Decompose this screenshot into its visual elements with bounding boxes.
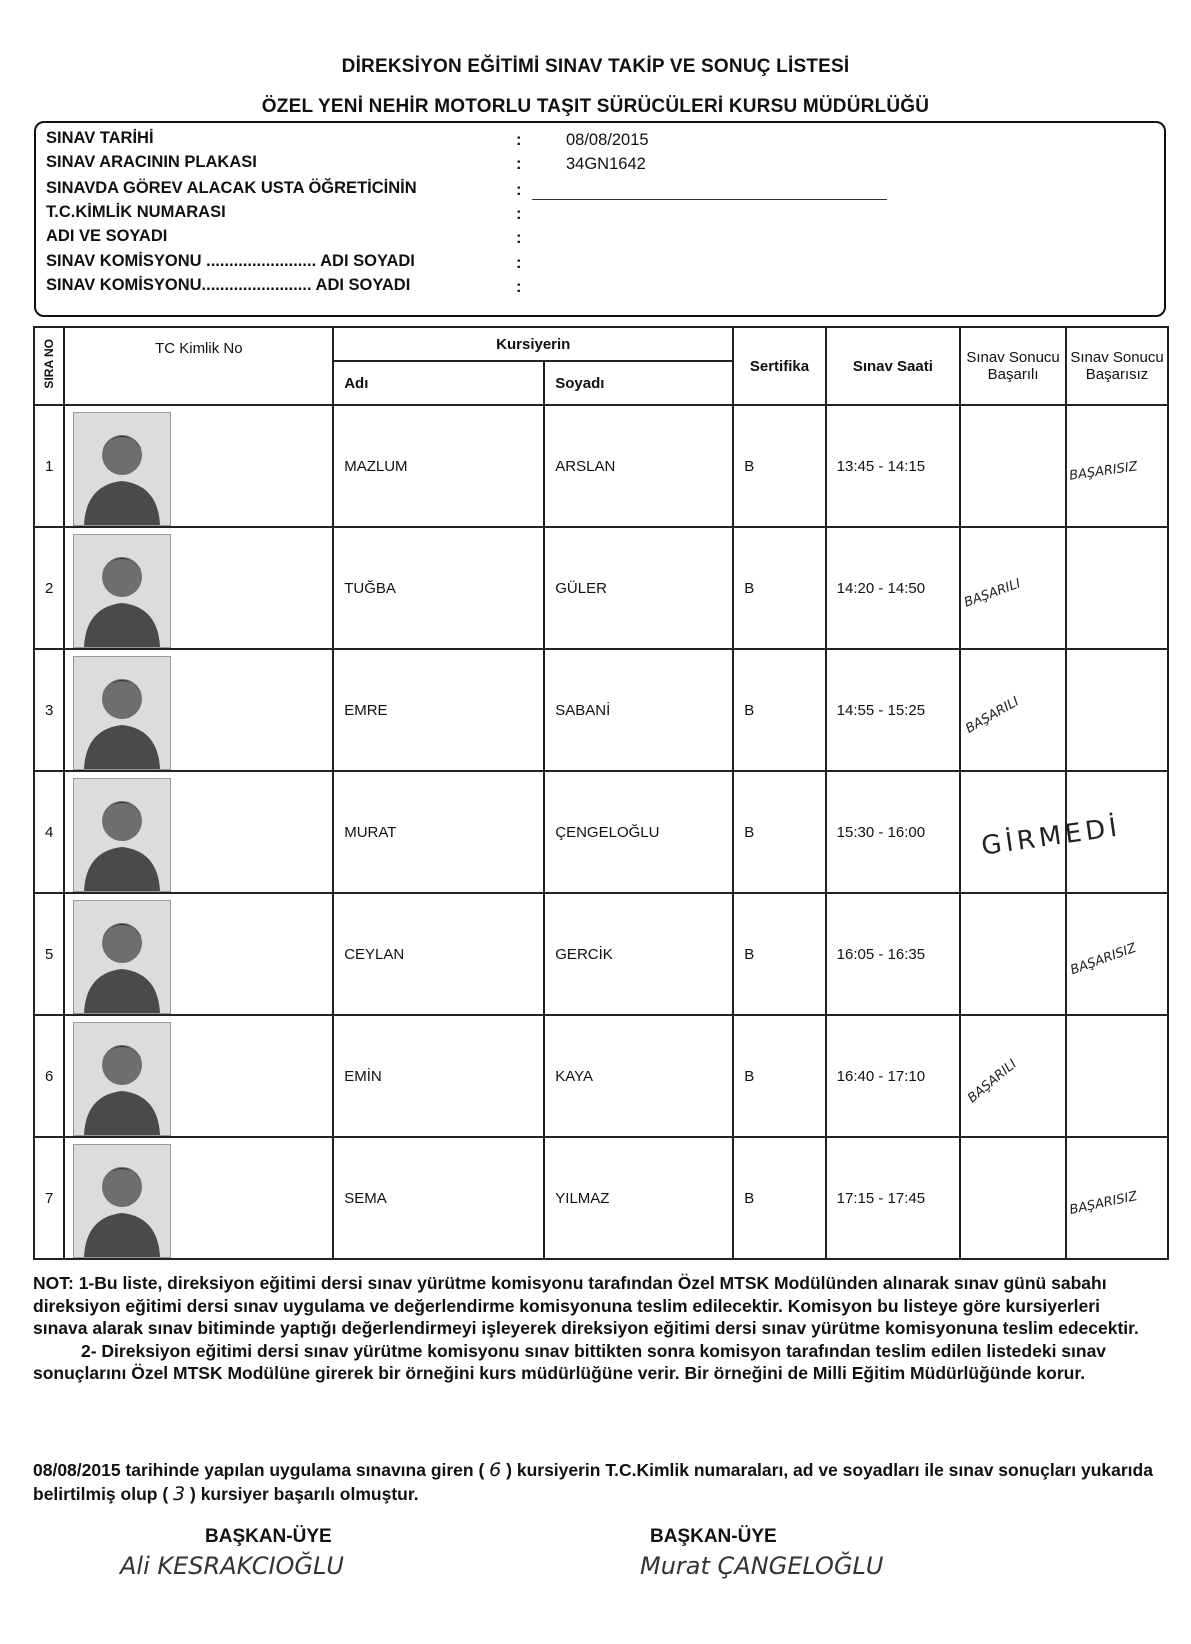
result-failed-cell [1066,893,1168,1015]
student-first-name: MAZLUM [333,405,544,527]
header-sira: SIRA NO [34,327,64,405]
table-row [34,405,1168,527]
right-signature-title: BAŞKAN-ÜYE [650,1526,777,1547]
student-photo [73,900,171,1014]
exam-date-label: SINAV TARİHİ [46,129,154,147]
handwritten-result: BAŞARISIZ [1068,1189,1139,1218]
exam-time: 17:15 - 17:45 [826,1137,960,1259]
right-signature: Murat ÇANGELOĞLU [640,1552,884,1580]
student-first-name: EMİN [333,1015,544,1137]
row-number: 4 [34,771,64,893]
header-kursiyer: Kursiyerin [333,327,733,361]
student-first-name: TUĞBA [333,527,544,649]
header-saat: Sınav Saati [826,327,960,405]
student-photo [73,778,171,892]
exam-time: 13:45 - 14:15 [826,405,960,527]
portrait-icon [74,413,170,525]
certificate-class: B [733,405,825,527]
colon: : [516,205,522,223]
student-last-name: ÇENGELOĞLU [544,771,733,893]
tc-label: T.C.KİMLİK NUMARASI [46,203,226,221]
handwritten-result: BAŞARILI [963,694,1022,737]
certificate-class: B [733,1137,825,1259]
header-adi: Adı [333,361,544,405]
table-row [34,771,1168,893]
tc-photo-cell [64,1015,333,1137]
row-number: 7 [34,1137,64,1259]
result-failed-cell [1066,649,1168,771]
row-number: 6 [34,1015,64,1137]
student-photo [73,1144,171,1258]
student-first-name: EMRE [333,649,544,771]
result-passed-cell [960,771,1123,893]
portrait-icon [74,901,170,1013]
result-passed-cell [960,1137,1066,1259]
summary-text [33,1458,1153,1506]
notes-section [33,1272,1153,1385]
note-1: NOT: 1-Bu liste, direksiyon eğitimi dersi sınav yürütme komisyonu tarafından Özel MTSK Modülünden alınarak sınav günü sabahı direksiyon eğitimi dersi sınav uygulama ve değerlendirme komisyonuna teslim edilecektir. Komisyon bu listeye göre kursiyerleri sınava alarak sınav bitiminde yaptığı değerlendirmeyi işleyerek direksiyon eğitimi dersi sınav yürütme komisyonuna teslim edecektir. [33,1273,1139,1338]
table-row [34,527,1168,649]
handwritten-result: GİRMEDİ [979,812,1123,862]
tc-photo-cell [64,771,333,893]
certificate-class: B [733,649,825,771]
left-signature-title: BAŞKAN-ÜYE [205,1526,332,1547]
note-2: 2- Direksiyon eğitimi dersi sınav yürütme komisyonu sınav bittikten sonra komisyon tarafından teslim edilen listedeki sınav sonuçlarını Özel MTSK Modülüne girerek bir örneğini kurs müdürlüğüne verir. Bir örneğini de Milli Eğitim Müdürlüğünde korur. [33,1340,1107,1383]
handwritten-result: BAŞARILI [965,1056,1020,1107]
document-subtitle: ÖZEL YENİ NEHİR MOTORLU TAŞIT SÜRÜCÜLERİ KURSU MÜDÜRLÜĞÜ [261,96,930,117]
portrait-icon [74,657,170,769]
certificate-class: B [733,771,825,893]
student-last-name: KAYA [544,1015,733,1137]
plate-label: SINAV ARACININ PLAKASI [46,153,257,171]
student-first-name: MURAT [333,771,544,893]
result-failed-cell [1066,771,1168,893]
left-signature: Ali KESRAKCIOĞLU [120,1552,344,1580]
table-row [34,893,1168,1015]
table-row [34,1015,1168,1137]
students-table [33,326,1169,1260]
exam-time: 16:40 - 17:10 [826,1015,960,1137]
table-row [34,649,1168,771]
instructor-label: SINAVDA GÖREV ALACAK USTA ÖĞRETİCİNİN [46,179,417,197]
portrait-icon [74,535,170,647]
student-first-name: SEMA [333,1137,544,1259]
colon: : [516,131,522,149]
certificate-class: B [733,527,825,649]
result-passed-cell [960,1015,1066,1137]
result-passed-cell [960,893,1066,1015]
document-title: DİREKSİYON EĞİTİMİ SINAV TAKİP VE SONUÇ LİSTESİ [341,56,850,77]
row-number: 1 [34,405,64,527]
certificate-class: B [733,893,825,1015]
student-last-name: GÜLER [544,527,733,649]
result-passed-cell [960,405,1066,527]
tc-photo-cell [64,649,333,771]
colon: : [516,155,522,173]
handwritten-count-passed: 3 [173,1483,186,1505]
student-last-name: GERCİK [544,893,733,1015]
student-photo [73,656,171,770]
header-basarisiz: Sınav Sonucu Başarısız [1066,327,1168,405]
commission2-label: SINAV KOMİSYONU........................ ADI SOYADI [46,276,411,294]
colon: : [516,254,522,272]
result-failed-cell [1066,1137,1168,1259]
result-passed-cell [960,649,1066,771]
plate-value: 34GN1642 [566,155,646,173]
student-photo [73,1022,171,1136]
handwritten-result: BAŞARISIZ [1068,459,1139,484]
table-row [34,1137,1168,1259]
row-number: 2 [34,527,64,649]
colon: : [516,181,522,199]
student-last-name: YILMAZ [544,1137,733,1259]
exam-date-value: 08/08/2015 [566,131,649,149]
portrait-icon [74,1023,170,1135]
redaction-line [532,199,887,200]
portrait-icon [74,779,170,891]
tc-photo-cell [64,1137,333,1259]
row-number: 5 [34,893,64,1015]
exam-info-box [34,121,1166,317]
exam-time: 14:20 - 14:50 [826,527,960,649]
result-passed-cell [960,527,1066,649]
handwritten-result: BAŞARISIZ [1068,940,1139,979]
commission1-label: SINAV KOMİSYONU ........................ ADI SOYADI [46,252,415,270]
exam-time: 16:05 - 16:35 [826,893,960,1015]
colon: : [516,278,522,296]
summary-part3: ) kursiyer başarılı olmuştur. [190,1484,419,1504]
row-number: 3 [34,649,64,771]
handwritten-count-entered: 6 [489,1459,502,1481]
result-failed-cell [1066,527,1168,649]
certificate-class: B [733,1015,825,1137]
header-soyadi: Soyadı [544,361,733,405]
student-photo [73,534,171,648]
exam-time: 14:55 - 15:25 [826,649,960,771]
student-last-name: SABANİ [544,649,733,771]
summary-part2: ) kursiyerin T.C.Kimlik numaraları, ad ve soyadları ile sınav sonuçları yukarıda belirtilmiş olup ( [33,1460,1153,1504]
portrait-icon [74,1145,170,1257]
colon: : [516,229,522,247]
header-sertifika: Sertifika [733,327,825,405]
student-first-name: CEYLAN [333,893,544,1015]
handwritten-result: BAŞARILI [962,576,1023,611]
header-basarili: Sınav Sonucu Başarılı [960,327,1066,405]
name-label: ADI VE SOYADI [46,227,168,245]
tc-photo-cell [64,527,333,649]
header-tc: TC Kimlik No [64,327,333,405]
student-photo [73,412,171,526]
student-last-name: ARSLAN [544,405,733,527]
exam-time: 15:30 - 16:00 [826,771,960,893]
tc-photo-cell [64,405,333,527]
result-failed-cell [1066,405,1168,527]
summary-part1: 08/08/2015 tarihinde yapılan uygulama sınavına giren ( [33,1460,485,1480]
tc-photo-cell [64,893,333,1015]
result-failed-cell [1066,1015,1168,1137]
